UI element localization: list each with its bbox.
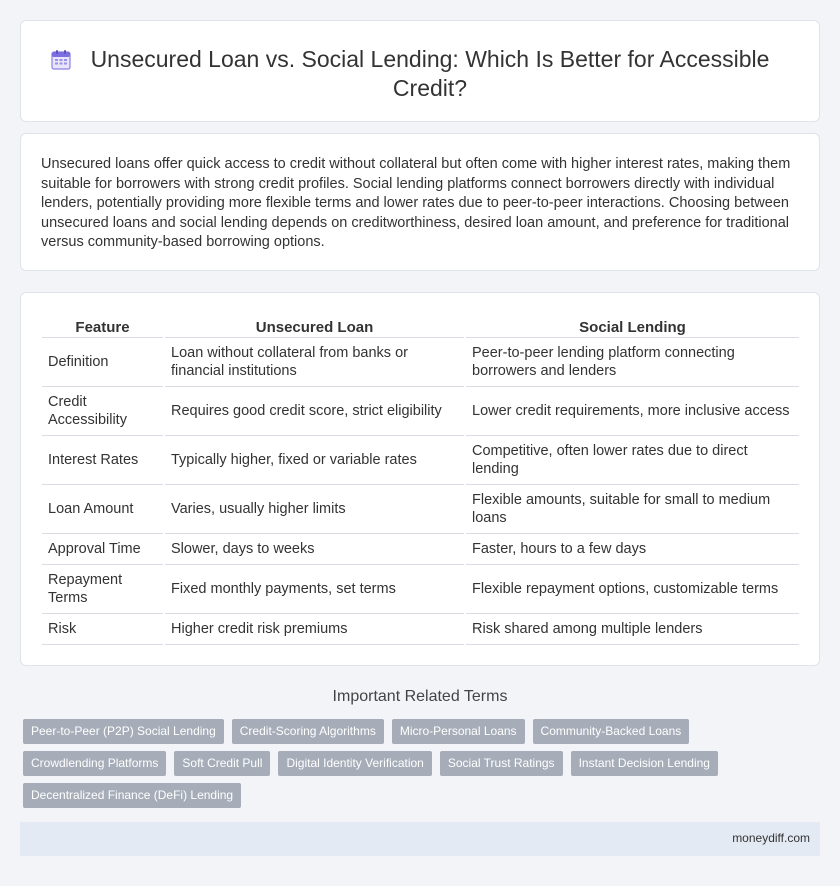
related-term-tag[interactable]: Credit-Scoring Algorithms: [232, 719, 384, 744]
feature-cell: Credit Accessibility: [42, 386, 164, 435]
feature-cell: Interest Rates: [42, 435, 164, 484]
footer: [20, 822, 820, 856]
table-row: [42, 484, 799, 533]
related-term-tag[interactable]: Crowdlending Platforms: [23, 751, 166, 776]
table-row: [42, 386, 799, 435]
table-row: [42, 435, 799, 484]
feature-cell: Approval Time: [42, 533, 164, 564]
header-card: [20, 20, 820, 122]
table-row: [42, 564, 799, 613]
social-lending-cell: Faster, hours to a few days: [465, 533, 799, 564]
social-lending-cell: Competitive, often lower rates due to direct lending: [465, 435, 799, 484]
social-lending-cell: Lower credit requirements, more inclusive access: [465, 386, 799, 435]
feature-cell: Loan Amount: [42, 484, 164, 533]
related-term-tag[interactable]: Digital Identity Verification: [278, 751, 431, 776]
unsecured-loan-cell: Fixed monthly payments, set terms: [164, 564, 465, 613]
table-row: [42, 613, 799, 644]
column-header: Unsecured Loan: [164, 316, 465, 337]
column-header: Feature: [42, 316, 164, 337]
related-term-tag[interactable]: Decentralized Finance (DeFi) Lending: [23, 783, 241, 808]
comparison-card: [20, 292, 820, 666]
social-lending-cell: Risk shared among multiple lenders: [465, 613, 799, 644]
related-term-tag[interactable]: Micro-Personal Loans: [392, 719, 525, 744]
table-row: [42, 533, 799, 564]
social-lending-cell: Flexible amounts, suitable for small to medium loans: [465, 484, 799, 533]
summary-card: [20, 133, 820, 271]
table-row: [42, 337, 799, 386]
feature-cell: Repayment Terms: [42, 564, 164, 613]
feature-cell: Risk: [42, 613, 164, 644]
related-terms-title: Important Related Terms: [332, 688, 508, 705]
related-term-tag[interactable]: Soft Credit Pull: [174, 751, 270, 776]
unsecured-loan-cell: Typically higher, fixed or variable rates: [164, 435, 465, 484]
summary-text: Unsecured loans offer quick access to credit without collateral but often come with higher interest rates, making them suitable for borrowers with strong credit profiles. Social lending platforms connect borrowers directly with individual lenders, potentially providing more flexible terms and lower rates due to peer-to-peer interactions. Choosing between unsecured loans and social lending depends on creditworthiness, desired loan amount, and preference for traditional versus community-based borrowing options.: [41, 156, 791, 250]
related-term-tag[interactable]: Instant Decision Lending: [571, 751, 718, 776]
unsecured-loan-cell: Varies, usually higher limits: [164, 484, 465, 533]
related-term-tag[interactable]: Social Trust Ratings: [440, 751, 563, 776]
unsecured-loan-cell: Loan without collateral from banks or financial institutions: [164, 337, 465, 386]
site-name[interactable]: moneydiff.com: [732, 831, 810, 845]
table-header-row: [42, 316, 799, 337]
related-term-tag[interactable]: Community-Backed Loans: [533, 719, 690, 744]
social-lending-cell: Flexible repayment options, customizable terms: [465, 564, 799, 613]
comparison-table: [42, 316, 799, 645]
feature-cell: Definition: [42, 337, 164, 386]
related-term-tag[interactable]: Peer-to-Peer (P2P) Social Lending: [23, 719, 224, 744]
social-lending-cell: Peer-to-peer lending platform connecting borrowers and lenders: [465, 337, 799, 386]
unsecured-loan-cell: Higher credit risk premiums: [164, 613, 465, 644]
unsecured-loan-cell: Requires good credit score, strict eligibility: [164, 386, 465, 435]
page-title: Unsecured Loan vs. Social Lending: Which Is Better for Accessible Credit?: [90, 46, 770, 101]
column-header: Social Lending: [465, 316, 799, 337]
unsecured-loan-cell: Slower, days to weeks: [164, 533, 465, 564]
related-terms-list: [23, 719, 803, 815]
